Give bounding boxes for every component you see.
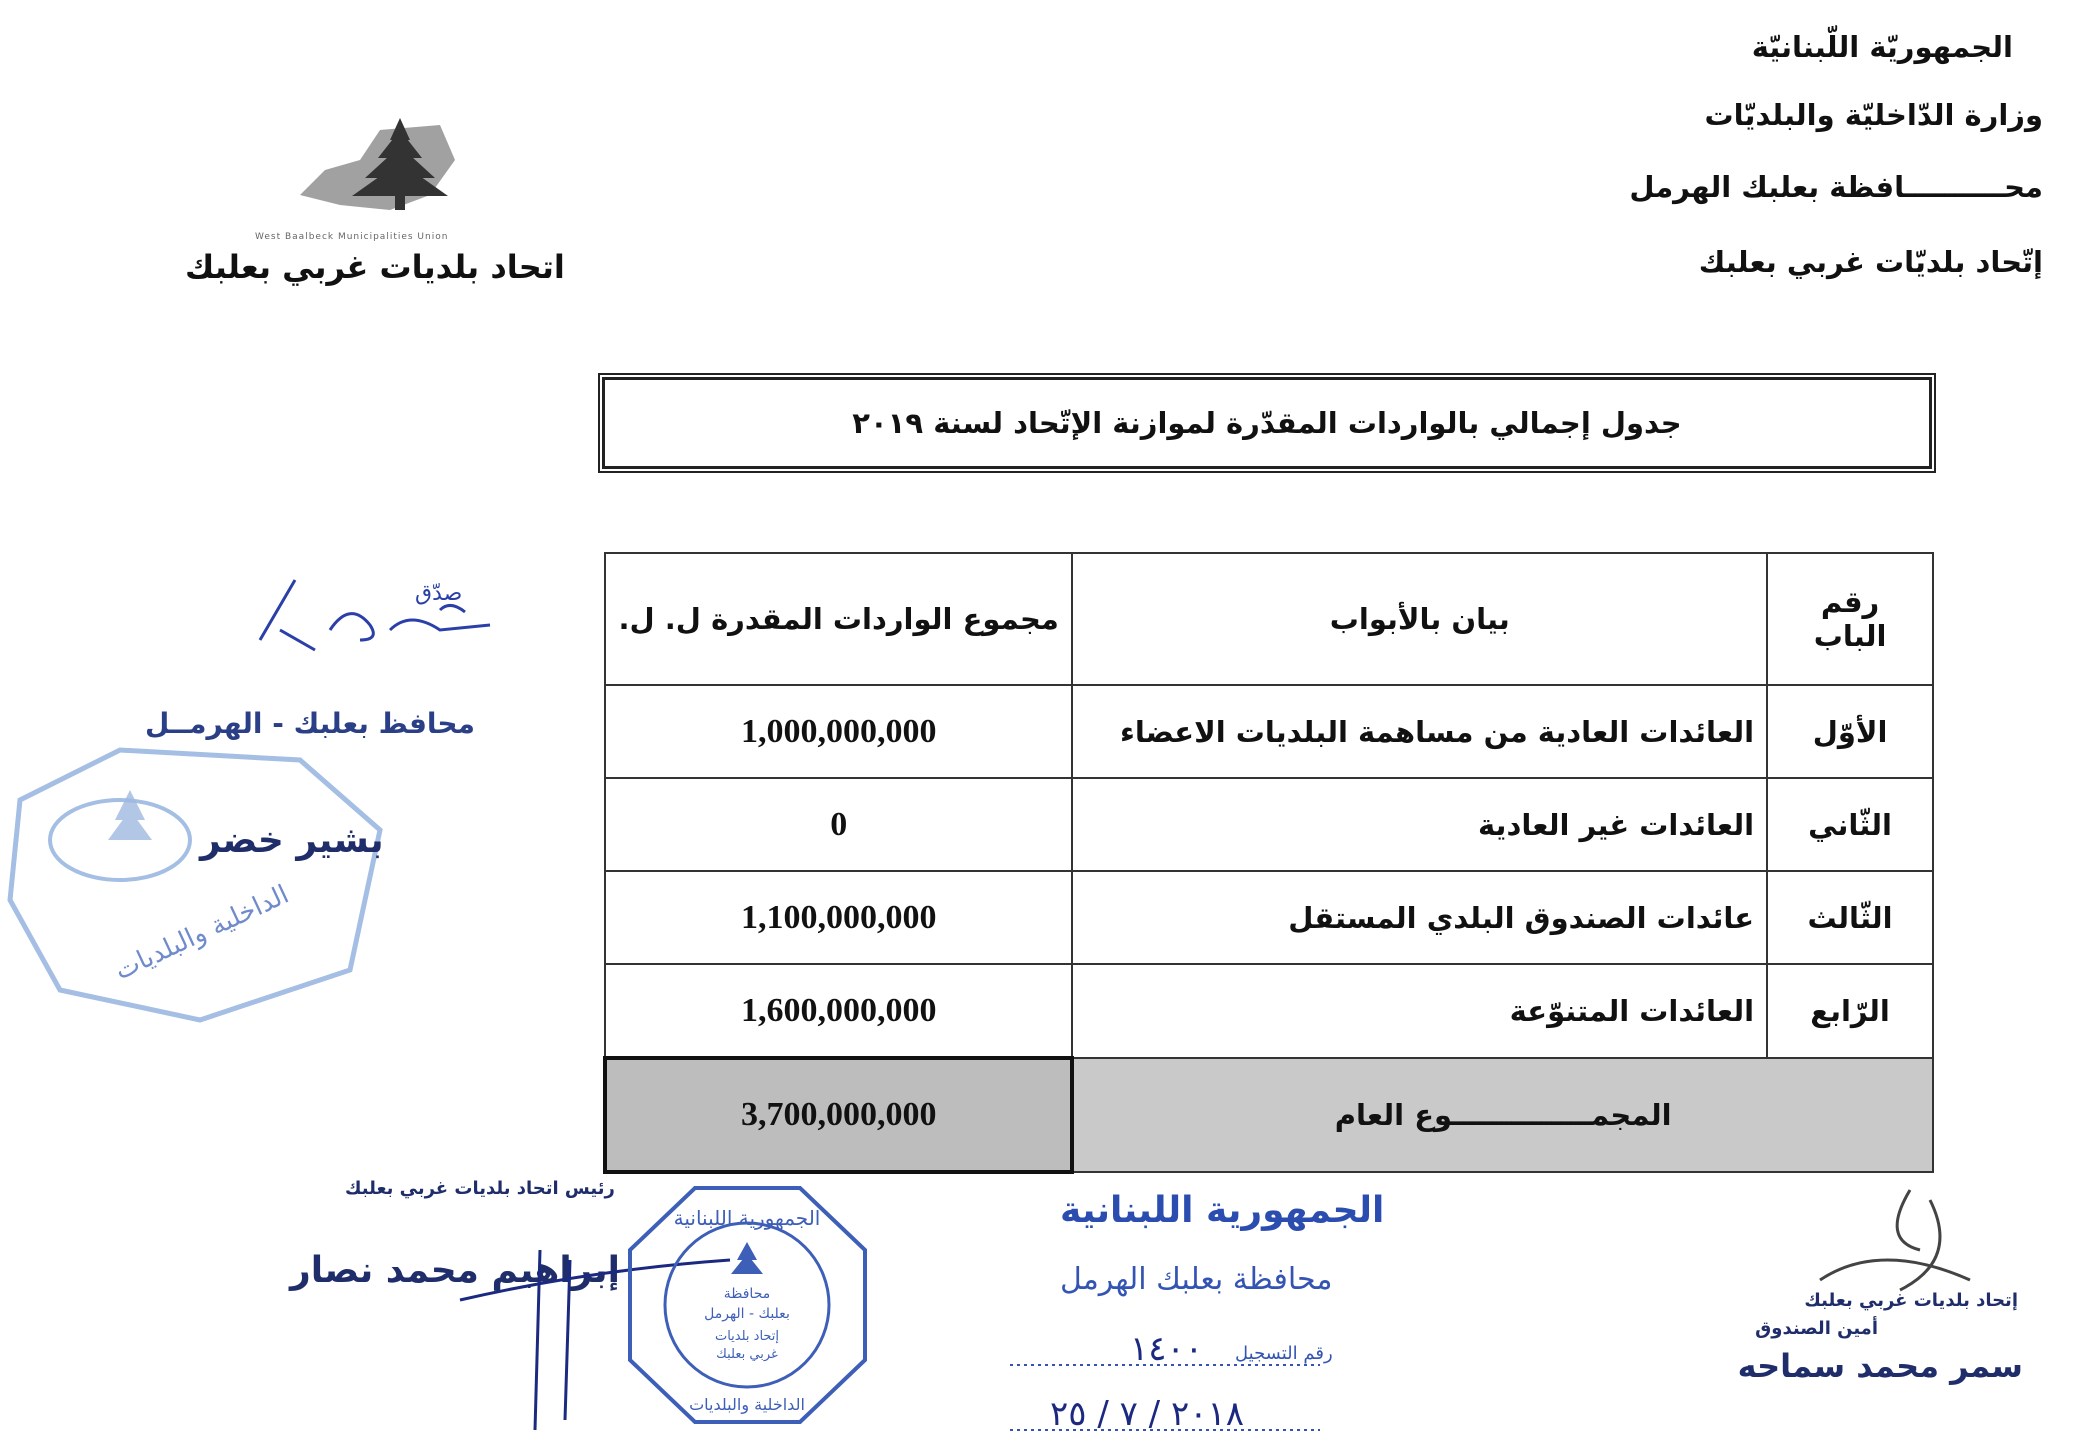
treasurer-title: أمين الصندوق xyxy=(1755,1318,1878,1339)
governor-handwriting-text: صدّق xyxy=(415,581,463,606)
total-label-cell: المجمــــــــــــــوع العام xyxy=(1072,1058,1933,1172)
amount-cell: 1,000,000,000 xyxy=(605,685,1072,778)
header-description: بيان بالأبواب xyxy=(1072,553,1767,685)
svg-text:الداخلية والبلديات: الداخلية والبلديات xyxy=(689,1395,805,1414)
logo-name: اتحاد بلديات غربي بعلبك xyxy=(185,248,565,286)
union-heading: إتّحاد بلديّات غربي بعلبك xyxy=(1698,245,2043,279)
governor-name: بشير خضر xyxy=(200,820,384,861)
table-header-row xyxy=(605,553,1933,685)
rank-cell: الثّاني xyxy=(1767,778,1933,871)
governorate-heading: محــــــــــافظة بعلبك الهرمل xyxy=(1629,170,2043,204)
revenue-table xyxy=(603,552,1934,1174)
total-row xyxy=(605,1058,1933,1172)
amount-cell: 0 xyxy=(605,778,1072,871)
svg-text:محافظة: محافظة xyxy=(723,1286,771,1302)
table-row xyxy=(605,778,1933,871)
svg-text:إتحاد بلديات: إتحاد بلديات xyxy=(714,1329,780,1344)
rank-cell: الرّابع xyxy=(1767,964,1933,1058)
title-box xyxy=(602,377,1932,469)
republic-heading: الجمهوريّة اللّبنانيّة xyxy=(1751,30,2013,64)
ministry-heading: وزارة الدّاخليّة والبلديّات xyxy=(1704,98,2043,132)
total-amount-cell: 3,700,000,000 xyxy=(605,1058,1072,1172)
document-title: جدول إجمالي بالواردات المقدّرة لموازنة الإتّحاد لسنة ٢٠١٩ xyxy=(852,406,1682,440)
president-title: رئيس اتحاد بلديات غربي بعلبك xyxy=(345,1178,615,1199)
treasurer-union: إتحاد بلديات غربي بعلبك xyxy=(1804,1290,2018,1311)
rank-cell: الثّالث xyxy=(1767,871,1933,964)
description-cell: العائدات غير العادية xyxy=(1072,778,1767,871)
governor-title: محافظ بعلبك - الهرمــل xyxy=(145,707,475,740)
svg-text:الجمهورية اللبنانية: الجمهورية اللبنانية xyxy=(673,1206,821,1230)
svg-text:بعلبك - الهرمل: بعلبك - الهرمل xyxy=(704,1306,790,1322)
governorate-stamp-icon xyxy=(0,740,420,1030)
table-row xyxy=(605,685,1933,778)
treasurer-name: سمر محمد سماحه xyxy=(1737,1347,2023,1385)
header-rank: رقم الباب xyxy=(1767,553,1933,685)
svg-text:٢٠١٨ / ٧ / ٢٥: ٢٠١٨ / ٧ / ٢٥ xyxy=(1050,1394,1244,1434)
svg-text:الداخلية والبلديات: الداخلية والبلديات xyxy=(110,879,294,987)
svg-text:١٤٠٠: ١٤٠٠ xyxy=(1130,1329,1204,1369)
table-row xyxy=(605,871,1933,964)
description-cell: العائدات المتنوّعة xyxy=(1072,964,1767,1058)
stamp-governorate-text: محافظة بعلبك الهرمل xyxy=(1060,1262,1333,1297)
registration-label: رقم التسجيل xyxy=(1235,1343,1333,1364)
logo-subtitle: West Baalbeck Municipalities Union xyxy=(255,232,449,242)
amount-cell: 1,600,000,000 xyxy=(605,964,1072,1058)
handwritten-approval-signature xyxy=(240,570,510,670)
registration-handwriting xyxy=(990,1325,1420,1455)
table-row xyxy=(605,964,1933,1058)
rank-cell: الأوّل xyxy=(1767,685,1933,778)
description-cell: عائدات الصندوق البلدي المستقل xyxy=(1072,871,1767,964)
description-cell: العائدات العادية من مساهمة البلديات الاعضاء xyxy=(1072,685,1767,778)
stamp-republic-text: الجمهورية اللبنانية xyxy=(1060,1190,1385,1231)
svg-text:غربي بعلبك: غربي بعلبك xyxy=(716,1347,778,1362)
amount-cell: 1,100,000,000 xyxy=(605,871,1072,964)
union-round-stamp-icon xyxy=(625,1180,870,1430)
president-name: إبراهيم محمد نصار xyxy=(290,1250,620,1291)
header-amount: مجموع الواردات المقدرة ل. ل. xyxy=(605,553,1072,685)
